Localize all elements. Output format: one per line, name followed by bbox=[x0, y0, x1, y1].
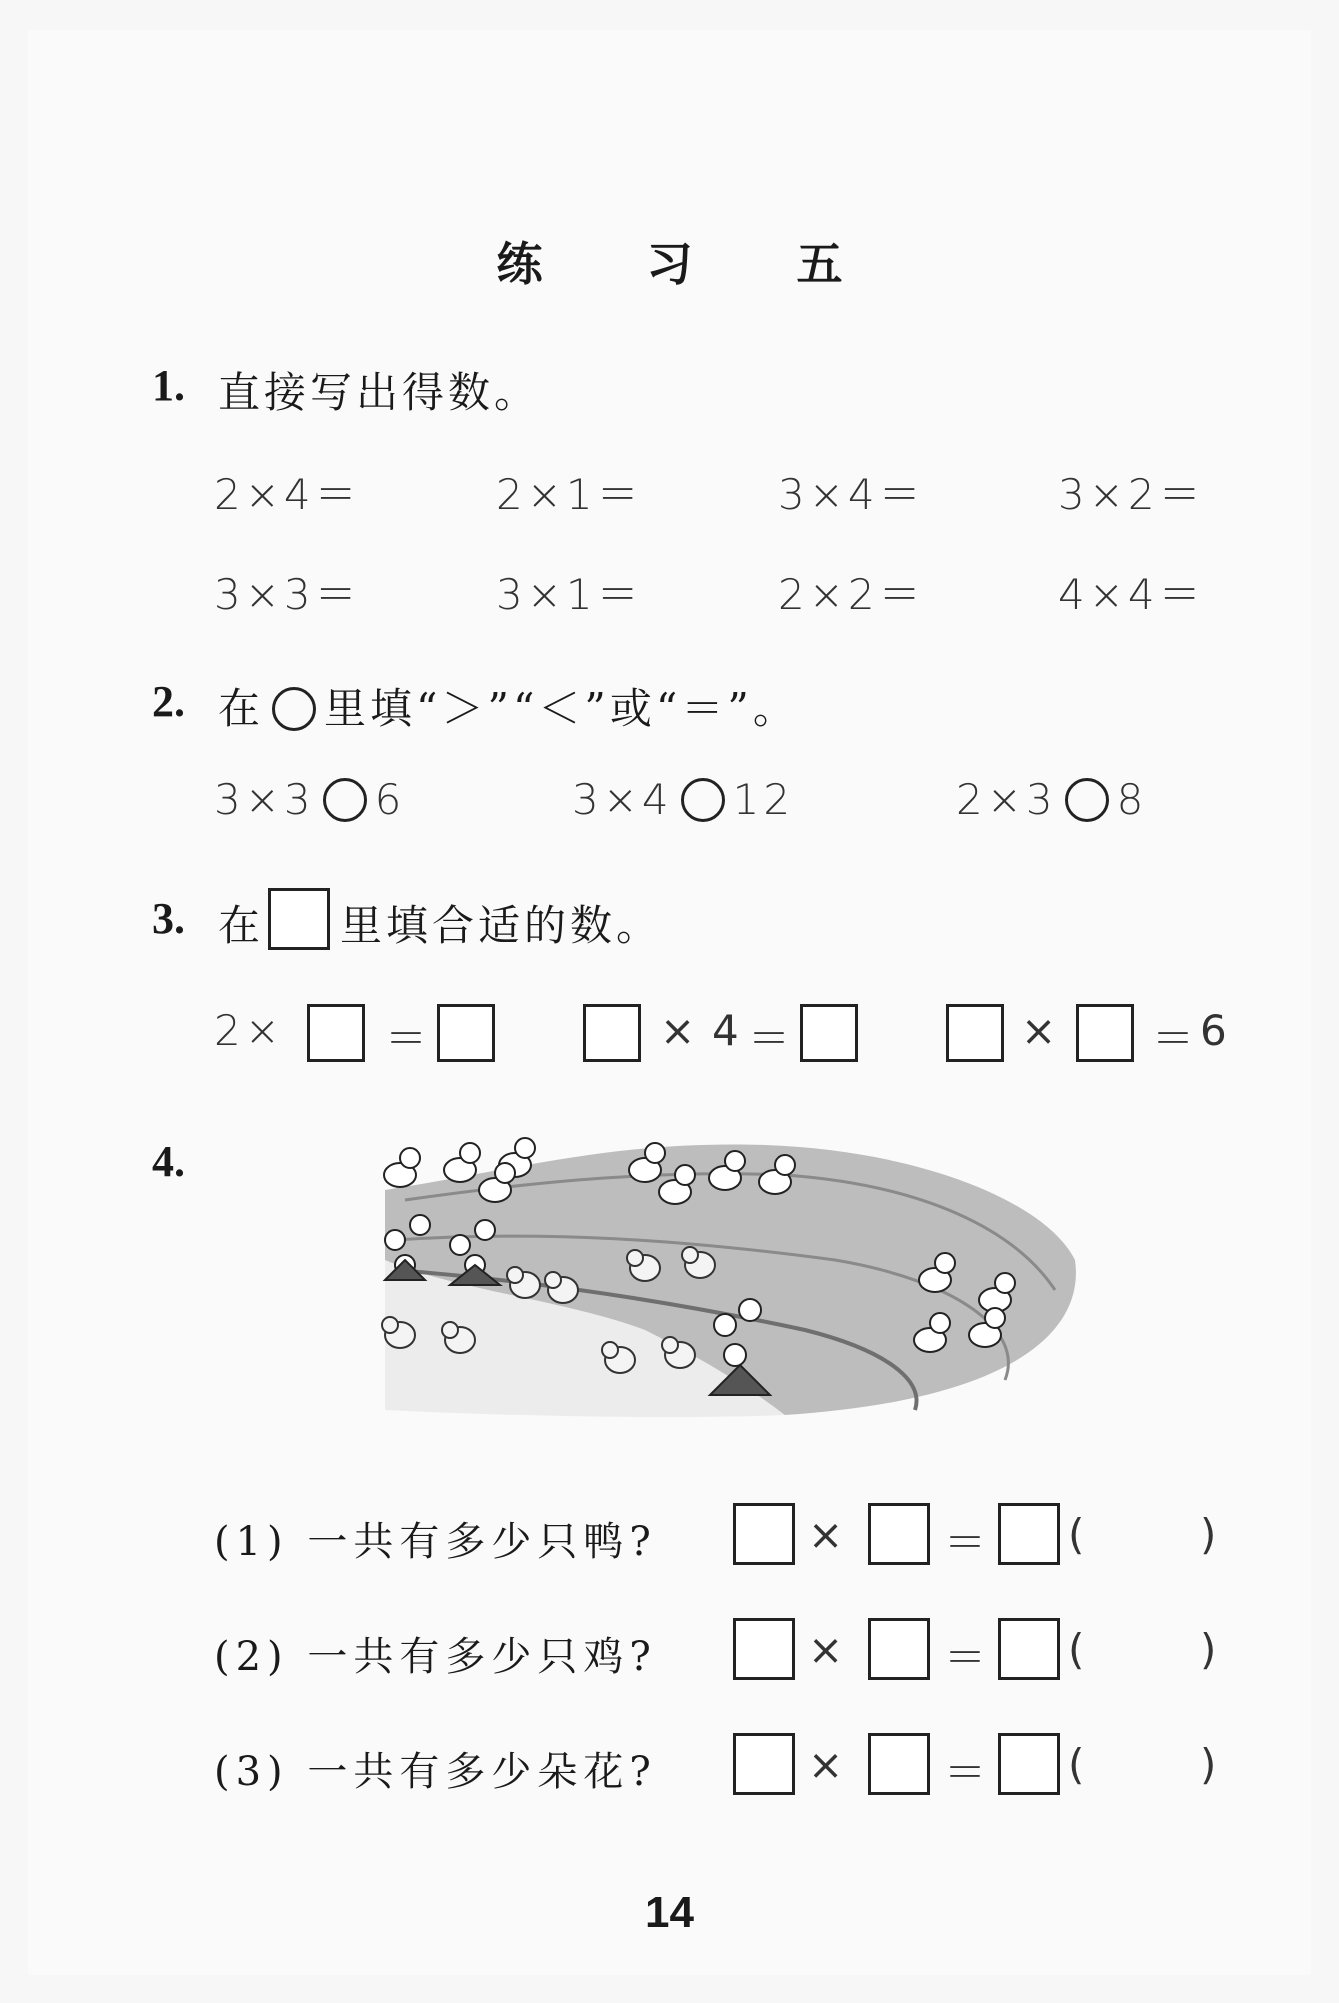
q1-text: 直接写出得数。 bbox=[218, 368, 541, 417]
times-sign: × bbox=[808, 1740, 844, 1789]
answer-box[interactable] bbox=[868, 1733, 930, 1795]
q3-text-before: 在 bbox=[218, 901, 265, 950]
q1-equation: 4×4＝ bbox=[1058, 570, 1205, 619]
q1-equation: 3×4＝ bbox=[778, 470, 925, 519]
circle-icon bbox=[272, 687, 316, 731]
paren-close: ) bbox=[1200, 1510, 1217, 1559]
equals-sign: ＝ bbox=[944, 1748, 987, 1797]
duck bbox=[444, 1143, 480, 1182]
times-sign: × bbox=[808, 1510, 844, 1559]
answer-box[interactable] bbox=[946, 1004, 1004, 1062]
q4-number: 4. bbox=[152, 1137, 185, 1186]
paren-open: ( bbox=[1068, 1740, 1085, 1789]
answer-box[interactable] bbox=[998, 1733, 1060, 1795]
q2-number: 2. bbox=[152, 677, 185, 726]
q3-number: 3. bbox=[152, 894, 185, 943]
answer-box[interactable] bbox=[1076, 1004, 1134, 1062]
q4-sub-question: (1) 一共有多少只鸭? bbox=[214, 1519, 657, 1565]
farm-pond-illustration bbox=[365, 1130, 1085, 1430]
paren-close: ) bbox=[1200, 1740, 1217, 1789]
answer-box[interactable] bbox=[998, 1618, 1060, 1680]
q2-text: 在 里填“＞”“＜”或“＝”。 bbox=[218, 684, 799, 733]
q1-equation: 3×2＝ bbox=[1058, 470, 1205, 519]
equals-sign: ＝ bbox=[944, 1518, 987, 1567]
unit-blank[interactable] bbox=[1090, 1738, 1190, 1788]
compare-circle[interactable] bbox=[323, 778, 367, 822]
paren-close: ) bbox=[1200, 1625, 1217, 1674]
unit-blank[interactable] bbox=[1090, 1508, 1190, 1558]
answer-box[interactable] bbox=[307, 1004, 365, 1062]
q3-eq3-result: 6 bbox=[1200, 1006, 1227, 1055]
duck bbox=[479, 1163, 515, 1202]
page-title: 练 习 五 bbox=[496, 237, 887, 291]
unit-blank[interactable] bbox=[1090, 1623, 1190, 1673]
q1-equation: 2×1＝ bbox=[496, 470, 643, 519]
answer-box[interactable] bbox=[800, 1004, 858, 1062]
duck bbox=[384, 1148, 420, 1187]
equals-sign: ＝ bbox=[748, 1014, 791, 1063]
times-sign: × bbox=[660, 1006, 696, 1055]
compare-circle[interactable] bbox=[681, 778, 725, 822]
answer-box[interactable] bbox=[998, 1503, 1060, 1565]
q4-sub-question: (3) 一共有多少朵花? bbox=[214, 1749, 657, 1795]
duck bbox=[629, 1143, 665, 1182]
q2-item: 3×4 12 bbox=[572, 775, 795, 824]
equals-sign: ＝ bbox=[944, 1633, 987, 1682]
worksheet-page bbox=[28, 30, 1311, 1975]
equals-sign: ＝ bbox=[1152, 1014, 1195, 1063]
page-number: 14 bbox=[645, 1888, 694, 1937]
paren-open: ( bbox=[1068, 1625, 1085, 1674]
answer-box[interactable] bbox=[733, 1618, 795, 1680]
answer-box[interactable] bbox=[733, 1503, 795, 1565]
q1-equation: 3×1＝ bbox=[496, 570, 643, 619]
q3-eq1-prefix: 2× bbox=[214, 1006, 284, 1055]
q1-number: 1. bbox=[152, 361, 185, 410]
q4-sub-question: (2) 一共有多少只鸡? bbox=[214, 1634, 657, 1680]
q1-equation: 2×2＝ bbox=[778, 570, 925, 619]
answer-box[interactable] bbox=[868, 1503, 930, 1565]
q3-eq2-factor: 4 bbox=[712, 1006, 739, 1055]
answer-box[interactable] bbox=[583, 1004, 641, 1062]
square-icon bbox=[268, 888, 330, 950]
answer-box[interactable] bbox=[437, 1004, 495, 1062]
times-sign: × bbox=[1021, 1006, 1057, 1055]
paren-open: ( bbox=[1068, 1510, 1085, 1559]
q2-item: 3×3 6 bbox=[214, 775, 406, 824]
answer-box[interactable] bbox=[733, 1733, 795, 1795]
times-sign: × bbox=[808, 1625, 844, 1674]
q3-text-after: 里填合适的数。 bbox=[340, 901, 663, 950]
q1-equation: 3×3＝ bbox=[214, 570, 361, 619]
q1-equation: 2×4＝ bbox=[214, 470, 361, 519]
compare-circle[interactable] bbox=[1065, 778, 1109, 822]
answer-box[interactable] bbox=[868, 1618, 930, 1680]
q2-item: 2×3 8 bbox=[956, 775, 1148, 824]
equals-sign: ＝ bbox=[385, 1014, 428, 1063]
